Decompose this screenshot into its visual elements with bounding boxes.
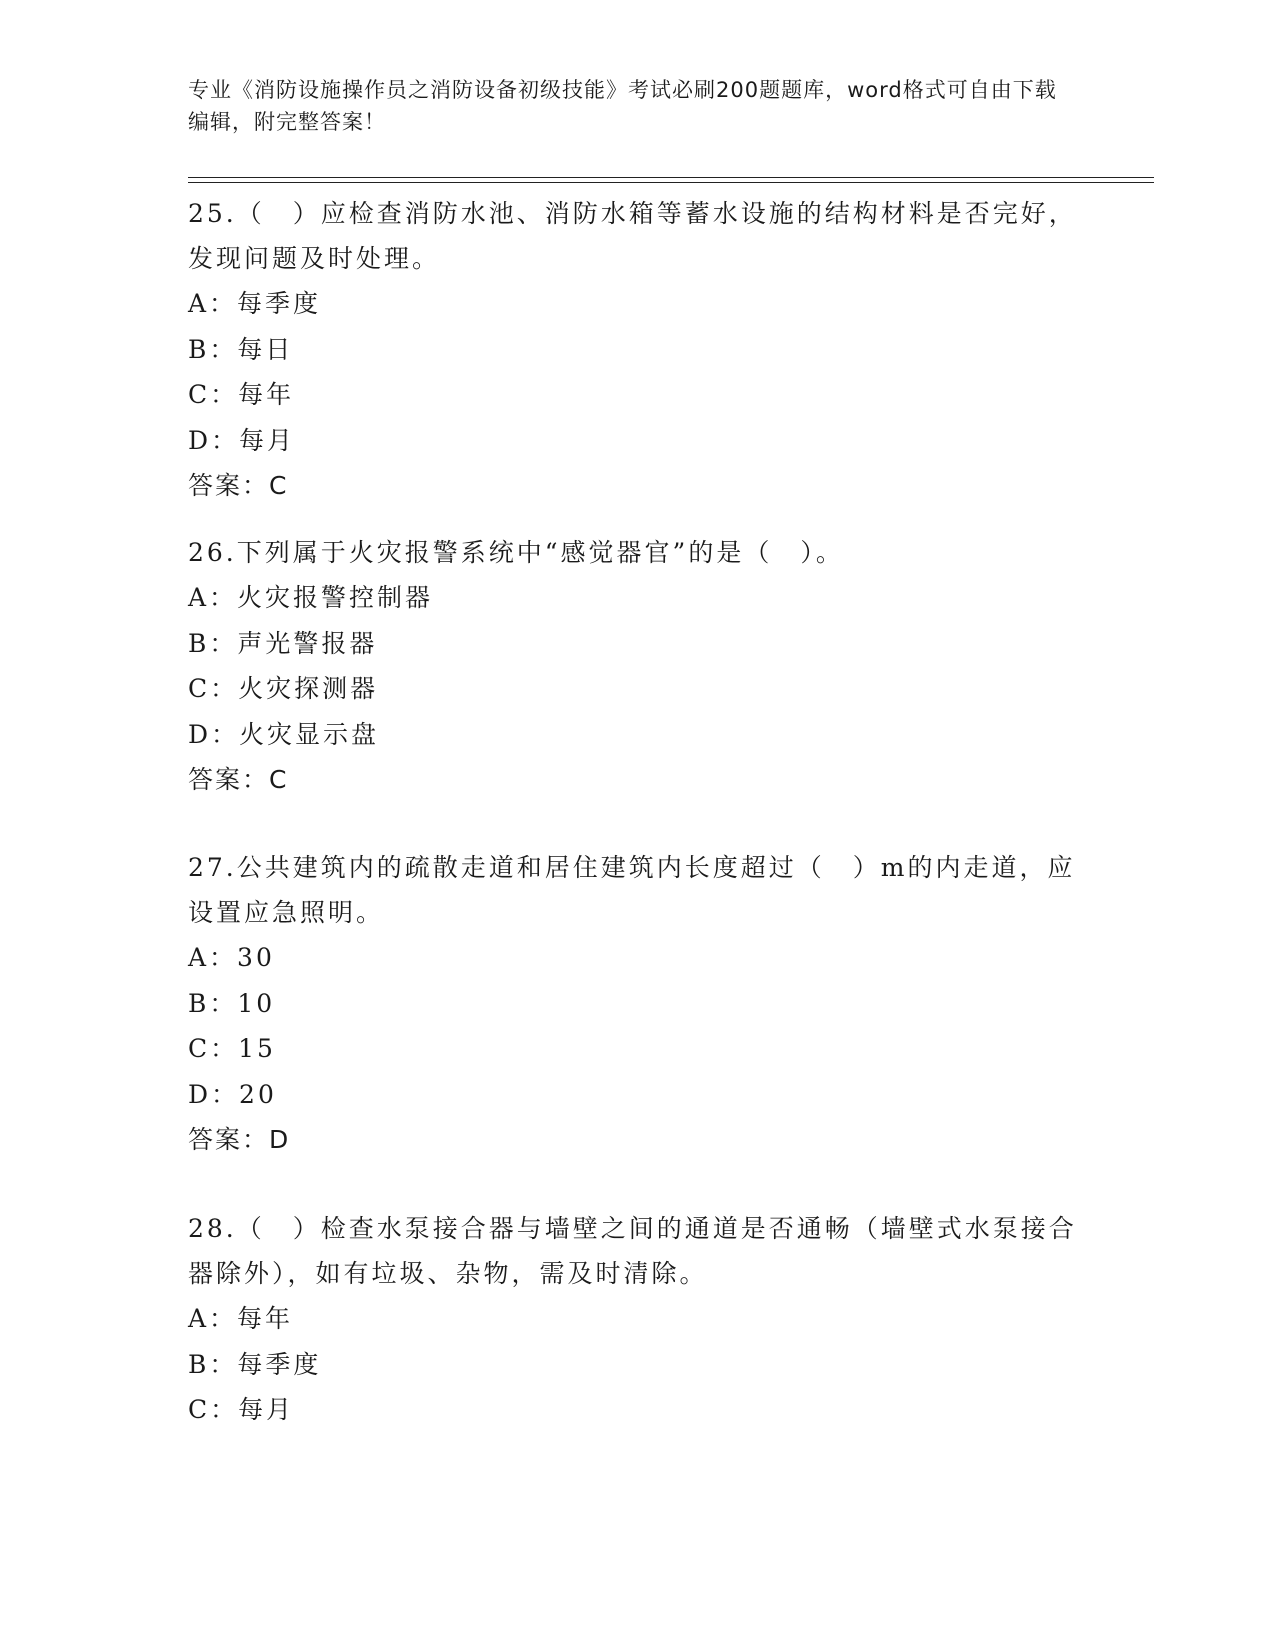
option-a: A：每季度 [188, 289, 322, 318]
question-25 [188, 191, 1088, 508]
option-a: A：火灾报警控制器 [188, 583, 434, 612]
option-b: B：每日 [188, 334, 294, 364]
option-b: B：每季度 [188, 1349, 322, 1379]
option-c: C：每年 [188, 380, 295, 409]
question-26 [188, 530, 1088, 802]
option-c: C：15 [188, 1034, 276, 1063]
answer-text: 答案：C [188, 471, 289, 500]
question-stem: 27.公共建筑内的疏散走道和居住建筑内长度超过（ ）m的内走道，应设置应急照明。 [188, 853, 1076, 927]
header-divider-top [188, 177, 1154, 178]
question-28 [188, 1206, 1088, 1433]
question-stem: 26.下列属于火灾报警系统中“感觉器官”的是（ ）。 [188, 538, 844, 567]
option-c: C：每月 [188, 1395, 295, 1424]
option-b: B：10 [188, 988, 276, 1018]
question-27 [188, 845, 1088, 1162]
option-d: D：每月 [188, 425, 296, 455]
answer-text: 答案：C [188, 765, 289, 794]
option-a: A：30 [188, 943, 275, 972]
option-d: D：20 [188, 1079, 277, 1109]
header-divider-bottom [188, 182, 1154, 183]
answer-text: 答案：D [188, 1125, 291, 1154]
question-stem: 25.（ ）应检查消防水池、消防水箱等蓄水设施的结构材料是否完好，发现问题及时处理。 [188, 199, 1077, 273]
option-d: D：火灾显示盘 [188, 719, 380, 749]
option-b: B：声光警报器 [188, 628, 378, 658]
option-c: C：火灾探测器 [188, 674, 379, 703]
question-stem: 28.（ ）检查水泵接合器与墙壁之间的通道是否通畅（墙壁式水泵接合器除外），如有垃圾、杂物，需及时清除。 [188, 1214, 1077, 1288]
option-a: A：每年 [188, 1304, 294, 1333]
document-header: 专业《消防设施操作员之消防设备初级技能》考试必刷200题题库，word格式可自由下载编辑，附完整答案！ [188, 78, 1057, 134]
